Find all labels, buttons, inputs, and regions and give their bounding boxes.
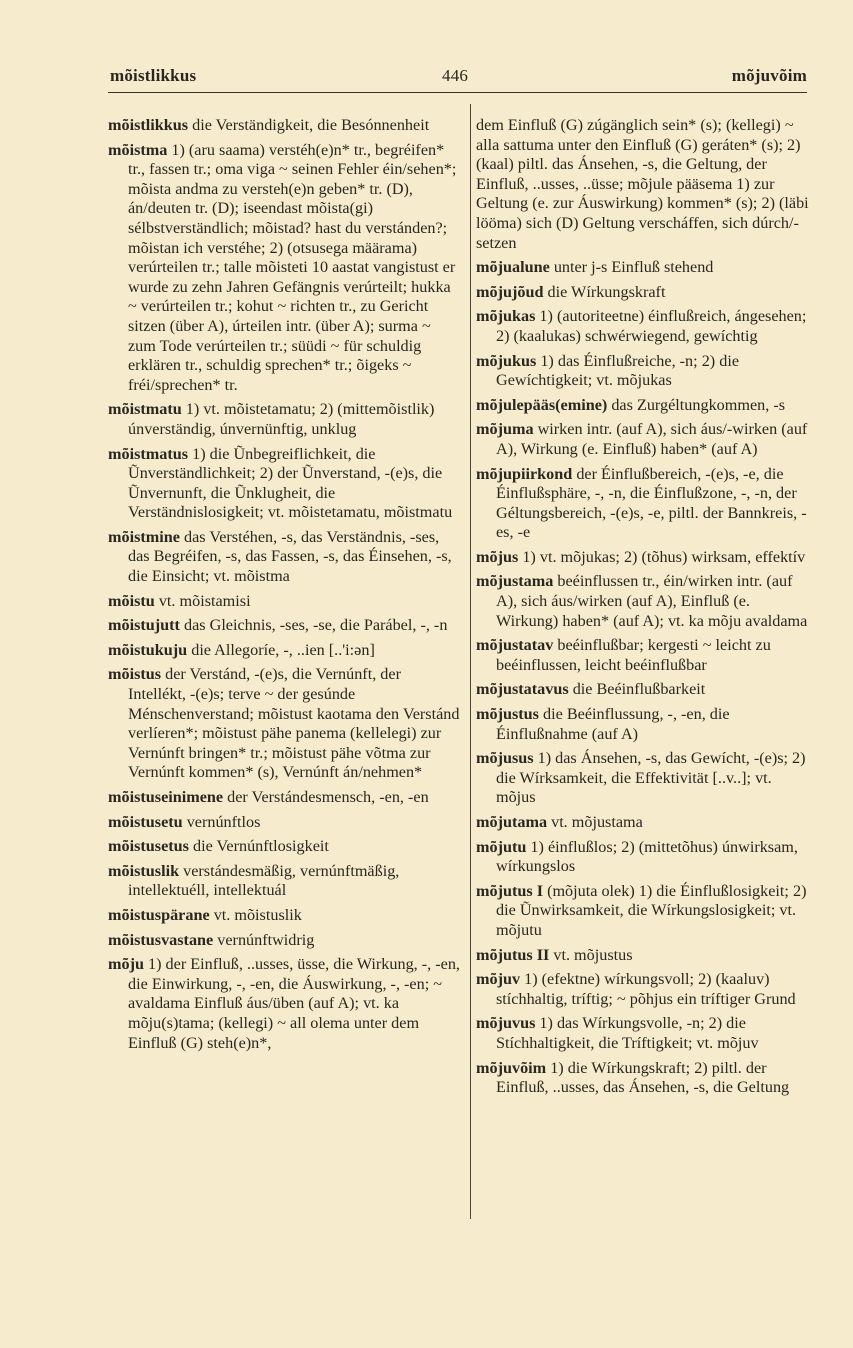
- entry-definition: 1) (aru saama) verstéh(e)n* tr., begréifen* tr., fassen tr.; oma viga ~ seinen Fehler éin/sehen*; mõista andma zu versteh(e)n geben* tr. (D), án/deuten tr. (D); iseendast mõista(gi) sélbstverständlich; mõistad? hast du verstánden?; mõistan ich verstéhe; 2) (otsusega määrama) verúrteilen tr.; talle mõisteti 10 aastat vangistust er wurde zu zehn Jahren Gefängnis verúrteilt; hukka ~ verúrteilen tr.; kohut ~ richten tr., zu Gericht sitzen (über A), úrteilen intr. (über A); surma ~ zum Tode verúrteilen tr.; süüdi ~ für schuldig erklären tr., schuldig sprechen* tr.; õigeks ~ fréi/sprechen* tr.: [128, 140, 457, 394]
- entry-definition: 1) die Ũnbegreiflichkeit, die Ũnverständlichkeit; 2) der Ũnverstand, -(e)s, die Ũnvernunft, die Ũnklugheit, die Verständnislosigkeit; vt. mõistetamatu, mõistmatu: [128, 444, 453, 522]
- dictionary-entry: [476, 352, 810, 391]
- entry-definition: der Verstánd, -(e)s, die Vernúnft, der Intellékt, -(e)s; terve ~ der gesúnde Ménschenverstand; mõistust kaotama den Verstánd verlíeren*; mõistust pähe panema (kellelegi) zur Vernúnft bringen* tr.; mõistust pähe võtma zur Vernúnft kommen* (s), Vernúnft án/nehmen*: [128, 665, 460, 782]
- entry-definition: vt. mõjustus: [549, 945, 633, 964]
- entry-definition: vt. mõjustama: [547, 813, 643, 831]
- dictionary-entry: [108, 837, 460, 857]
- entry-headword: mõjutama: [476, 813, 548, 831]
- entry-headword: mõistusvastane: [108, 930, 214, 949]
- entry-definition: 1) der Einfluß, ..usses, üsse, die Wirkung, -, -en, die Einwirkung, -, -en, die Áuswirkung, -, -en; ~ avaldama Einfluß áus/üben (auf A); vt. ka mõju(s)tama; (kellegi) ~ all olema unter dem Einfluß (G) steh(e)n*,: [128, 955, 460, 1052]
- entry-headword: mõjukus: [476, 351, 537, 370]
- dictionary-entry: [476, 882, 810, 941]
- entry-headword: mõjujõud: [476, 282, 544, 301]
- entry-headword: mõjutus I: [476, 881, 544, 900]
- entry-definition: das Verstéhen, -s, das Verständnis, -ses, das Begréifen, -s, das Fassen, -s, das Éinsehen, -s, die Einsicht; vt. mõistma: [128, 527, 452, 586]
- running-head-right: mõjuvõim: [731, 66, 807, 85]
- dictionary-entry: [476, 396, 810, 416]
- entry-definition: der Éinflußbereich, -(e)s, -e, die Éinflußsphäre, -, -n, die Éinflußzone, -, -n, der Géltungsbereich, -(e)s, -e, piltl. der Bannkreis, -es, -e: [496, 464, 807, 542]
- entry-definition: 1) vt. mõistetamatu; 2) (mittemõistlik) únverständig, únvernünftig, unklug: [128, 400, 435, 438]
- entry-definition: 1) das Ánsehen, -s, das Gewícht, -(e)s; 2) die Wírksamkeit, die Effektivität [..v..]; vt. mõjus: [496, 749, 806, 807]
- entry-headword: mõistusetu: [108, 812, 183, 831]
- entry-headword: mõistu: [108, 591, 155, 610]
- page-number: 446: [442, 66, 469, 85]
- dictionary-entry: [476, 258, 810, 278]
- dictionary-entry: [108, 906, 460, 926]
- entry-definition: 1) vt. mõjukas; 2) (tõhus) wirksam, effektív: [518, 547, 806, 566]
- entry-headword: mõjuvõim: [476, 1058, 547, 1077]
- entry-definition: das Zurgéltungkommen, -s: [607, 395, 786, 414]
- entry-definition: der Verstándesmensch, -en, -en: [223, 788, 429, 806]
- dictionary-entry: [476, 813, 810, 833]
- dictionary-entry: [476, 705, 810, 744]
- entry-headword: mõistujutt: [108, 616, 180, 635]
- entry-definition: die Wírkungskraft: [543, 282, 666, 301]
- entry-headword: mõjualune: [476, 258, 550, 277]
- entry-definition: unter j-s Einfluß stehend: [549, 258, 714, 277]
- dictionary-entry: [108, 141, 460, 396]
- entry-headword: mõistma: [108, 140, 168, 159]
- running-head-left: mõistlikkus: [110, 66, 197, 85]
- dictionary-entry: [108, 116, 460, 136]
- entry-definition: 1) éinflußlos; 2) (mittetõhus) únwirksam, wírkungslos: [496, 837, 798, 876]
- entry-definition: die Allegoríe, -, ..ien [..'i:ən]: [187, 640, 375, 659]
- entry-headword: mõistuseinimene: [108, 788, 224, 806]
- dictionary-entry: [476, 680, 810, 700]
- entry-headword: mõjutu: [476, 837, 527, 856]
- dictionary-entry: [476, 838, 810, 877]
- left-column: [108, 116, 460, 1053]
- entry-headword: mõistuslik: [108, 861, 180, 880]
- dictionary-entry: [108, 592, 460, 612]
- entry-headword: mõistmatus: [108, 444, 189, 463]
- dictionary-entry: [476, 1014, 810, 1053]
- dictionary-entry: [476, 946, 810, 966]
- dictionary-entry: [108, 955, 460, 1053]
- entry-definition: vernúnftwidrig: [213, 930, 315, 949]
- entry-definition: vt. mõistuslik: [209, 905, 302, 924]
- entry-headword: mõjutus II: [476, 945, 550, 964]
- entry-definition: die Beéinflußbarkeit: [568, 680, 706, 699]
- dictionary-entry: [108, 528, 460, 587]
- dictionary-entry: [476, 307, 810, 346]
- entry-definition: (mõjuta olek) 1) die Éinflußlosigkeit; 2) die Ũnwirksamkeit, die Wírkungslosigkeit; vt. mõjutu: [496, 881, 807, 939]
- entry-definition: die Vernúnftlosigkeit: [188, 837, 329, 856]
- dictionary-entry: [476, 283, 810, 303]
- entry-headword: mõjuvus: [476, 1014, 536, 1033]
- entry-definition: dem Einfluß (G) zúgänglich sein* (s); (kellegi) ~ alla sattuma unter den Einfluß (G) geráten* (s); 2) (kaal) piltl. das Ánsehen, -s, die Geltung, der Einfluß, ..usses, ..üsse; mõjule pääsema 1) zur Geltung (e. zur Áuswirkung) kommen* (s); 2) (läbi lööma) sich (D) Geltung verscháffen, sich dúrch/-setzen: [476, 116, 809, 252]
- dictionary-entry: [108, 788, 460, 808]
- dictionary-entry: [476, 636, 810, 675]
- dictionary-entry: [108, 813, 460, 833]
- dictionary-entry: [476, 749, 810, 808]
- entry-headword: mõistukuju: [108, 640, 188, 659]
- entry-headword: mõjustatavus: [476, 680, 569, 699]
- entry-headword: mõjupiirkond: [476, 464, 573, 483]
- entry-definition: 1) das Wírkungsvolle, -n; 2) die Stíchhaltigkeit, die Tríftigkeit; vt. mõjuv: [496, 1014, 759, 1052]
- right-column: [476, 116, 810, 1098]
- entry-definition: beéinflussen tr., éin/wirken intr. (auf A), sich áus/wirken (auf A), Einfluß (e. Wirkung) haben* (auf A); vt. ka mõju avaldama: [496, 572, 808, 630]
- dictionary-entry: [476, 1059, 810, 1098]
- entry-definition: die Beéinflussung, -, -en, die Éinflußnahme (auf A): [496, 705, 730, 743]
- entry-headword: mõjus: [476, 547, 519, 566]
- dictionary-entry: [108, 400, 460, 439]
- entry-headword: mõistlikkus: [108, 116, 189, 134]
- entry-headword: mõistmine: [108, 527, 180, 546]
- entry-definition: 1) die Wírkungskraft; 2) piltl. der Einfluß, ..usses, das Ánsehen, -s, die Geltung: [496, 1058, 790, 1097]
- dictionary-entry: [108, 862, 460, 901]
- entry-headword: mõjustus: [476, 705, 539, 724]
- entry-headword: mõistus: [108, 665, 162, 684]
- dictionary-entry: [108, 616, 460, 636]
- dictionary-entry: [108, 931, 460, 951]
- entry-definition: das Gleichnis, -ses, -se, die Parábel, -, -n: [179, 616, 448, 635]
- dictionary-entry: [476, 420, 810, 459]
- entry-headword: mõistusetus: [108, 837, 189, 856]
- header-rule: [108, 92, 807, 93]
- entry-definition: vernúnftlos: [182, 812, 261, 831]
- dictionary-entry: [108, 445, 460, 523]
- dictionary-entry: [476, 116, 810, 253]
- entry-headword: mõjusus: [476, 749, 534, 768]
- entry-headword: mõjustama: [476, 572, 554, 591]
- entry-headword: mõju: [108, 955, 144, 974]
- entry-headword: mõjuma: [476, 420, 534, 439]
- dictionary-entry: [476, 548, 810, 568]
- entry-headword: mõjulepääs(emine): [476, 395, 608, 414]
- dictionary-entry: [108, 665, 460, 783]
- entry-definition: wirken intr. (auf A), sich áus/-wirken (auf A), Wirkung (e. Einfluß) haben* (auf A): [496, 420, 808, 458]
- entry-definition: verstándesmäßig, vernúnftmäßig, intellektuéll, intellektuál: [128, 861, 400, 900]
- entry-headword: mõistuspärane: [108, 905, 210, 924]
- dictionary-entry: [108, 641, 460, 661]
- entry-headword: mõjuv: [476, 970, 521, 989]
- entry-definition: vt. mõistamisi: [154, 591, 251, 610]
- entry-definition: 1) das Éinflußreiche, -n; 2) die Gewíchtigkeit; vt. mõjukas: [496, 351, 740, 390]
- entry-definition: 1) (autoriteetne) éinflußreich, ángesehen; 2) (kaalukas) schwérwiegend, gewíchtig: [496, 307, 807, 345]
- entry-headword: mõistmatu: [108, 400, 182, 419]
- dictionary-entry: [476, 970, 810, 1009]
- dictionary-entry: [476, 572, 810, 631]
- entry-headword: mõjukas: [476, 307, 536, 326]
- entry-definition: beéinflußbar; kergesti ~ leicht zu beéinflussen, leicht beéinflußbar: [496, 636, 771, 674]
- column-divider: [470, 104, 471, 1219]
- dictionary-entry: [476, 465, 810, 543]
- entry-definition: die Verständigkeit, die Besónnenheit: [188, 116, 430, 134]
- entry-definition: 1) (efektne) wírkungsvoll; 2) (kaaluv) stíchhaltig, tríftig; ~ põhjus ein tríftiger Grund: [496, 970, 796, 1008]
- entry-headword: mõjustatav: [476, 636, 554, 655]
